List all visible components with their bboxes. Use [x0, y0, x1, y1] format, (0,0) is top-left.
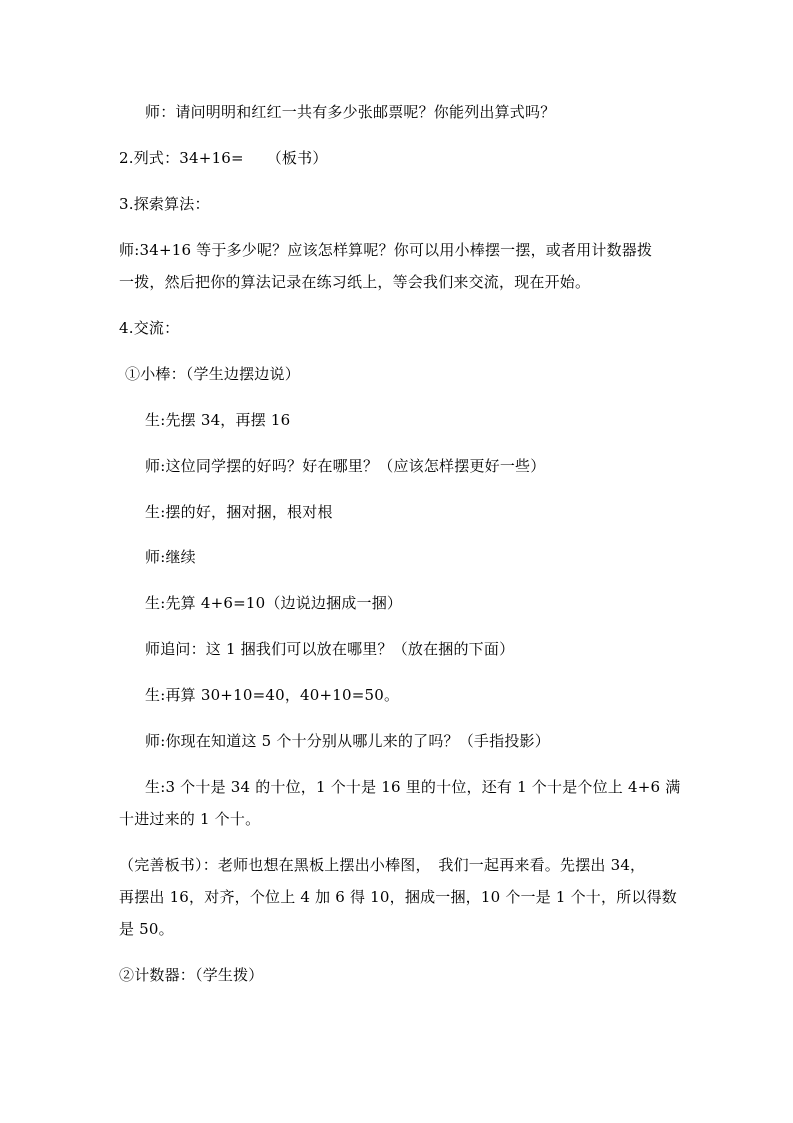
teacher-followup-line: 师追问：这 1 捆我们可以放在哪里？（放在捆的下面）: [145, 640, 515, 658]
teacher-line-1: 师:这位同学摆的好吗？好在哪里？（应该怎样摆更好一些）: [145, 457, 546, 475]
teacher-prompt-line-1: 师:34+16 等于多少呢？应该怎样算呢？你可以用小棒摆一摆，或者用计数器拨: [119, 241, 653, 259]
sticks-method-heading: ①小棒：（学生边摆边说）: [125, 365, 300, 383]
blackboard-line-3: 是 50。: [119, 920, 174, 938]
blackboard-line-1: （完善板书）：老师也想在黑板上摆出小棒图， 我们一起再来看。先摆出 34，: [119, 856, 646, 874]
teacher-question-line: 师：请问明明和红红一共有多少张邮票呢？你能列出算式吗？: [145, 103, 556, 121]
student-line-1: 生:先摆 34，再摆 16: [145, 411, 291, 429]
student-line-5b: 十进过来的 1 个十。: [119, 810, 261, 828]
step-3-heading: 3.探索算法：: [119, 195, 210, 213]
student-line-3: 生:先算 4+6=10（边说边捆成一捆）: [145, 594, 403, 612]
student-line-5a: 生:3 个十是 34 的十位，1 个十是 16 里的十位，还有 1 个十是个位上 4+6 满: [145, 778, 681, 796]
teacher-prompt-line-2: 一拨，然后把你的算法记录在练习纸上，等会我们来交流，现在开始。: [119, 273, 591, 291]
counter-method-heading: ②计数器：（学生拨）: [119, 966, 264, 984]
student-line-4: 生:再算 30+10=40，40+10=50。: [145, 686, 400, 704]
step-2-equation-line: 2.列式：34+16= （板书）: [119, 149, 328, 167]
blackboard-line-2: 再摆出 16，对齐，个位上 4 加 6 得 10，捆成一捆，10 个一是 1 个十，所以得数: [119, 888, 678, 906]
step-4-heading: 4.交流：: [119, 319, 180, 337]
teacher-line-2: 师:继续: [145, 548, 196, 566]
teacher-line-3: 师:你现在知道这 5 个十分别从哪儿来的了吗？（手指投影）: [145, 732, 550, 750]
student-line-2: 生:摆的好，捆对捆，根对根: [145, 503, 333, 521]
